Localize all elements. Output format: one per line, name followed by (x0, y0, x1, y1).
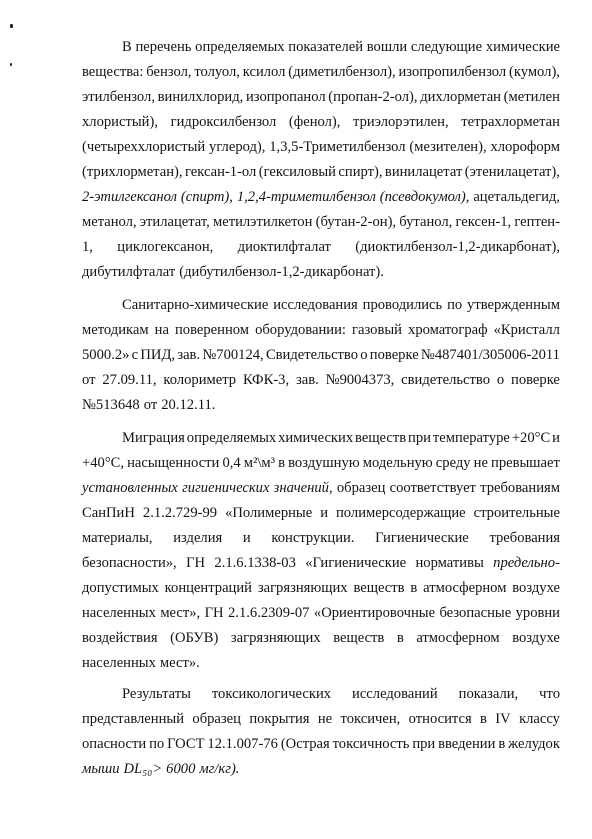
word: поверке (511, 372, 560, 388)
word: свидетельство (401, 372, 490, 388)
word: покрытия (249, 711, 310, 727)
text-line (82, 452, 560, 474)
text-line (82, 261, 560, 283)
word: химических (278, 430, 354, 446)
word: при (412, 736, 436, 752)
word: Миграция (122, 430, 185, 446)
word: (Острая (280, 736, 330, 752)
word: этилацетат, (139, 214, 210, 230)
word: атмосферном (416, 630, 500, 646)
word: модельную (362, 455, 433, 471)
word: показателей (288, 39, 364, 55)
word: температуре (432, 430, 510, 446)
word: (ОБУВ) (170, 630, 219, 646)
word: значений, (273, 480, 333, 496)
word: Гигиенические (375, 530, 469, 546)
word: населенных (82, 655, 156, 671)
word: В (122, 39, 132, 55)
word: метанол, (82, 214, 137, 230)
word: требования (489, 530, 560, 546)
word: превышает (491, 455, 560, 471)
word: 12.1.007-76 (207, 736, 278, 752)
text-line (82, 652, 560, 674)
word: безопасные (439, 605, 512, 621)
word: этилбензол, (82, 89, 155, 105)
text-line (82, 369, 560, 391)
word: №700124, (202, 347, 264, 363)
word: КФК-3, (242, 372, 290, 388)
word: уровни (515, 605, 560, 621)
word: загрязняющих (230, 630, 321, 646)
word: загрязняющих (257, 580, 348, 596)
word: воздушную (288, 455, 360, 471)
word: воздухе (512, 630, 560, 646)
word: определяемых (186, 430, 277, 446)
word: 1, (82, 239, 93, 255)
word: гексан-1-ол (184, 164, 257, 180)
text-line (82, 394, 560, 416)
text-line (82, 602, 560, 624)
text-line (82, 86, 560, 108)
word: с (131, 347, 139, 363)
word: Санитарно-химические (122, 297, 269, 313)
text-line (122, 427, 560, 449)
word: о (496, 372, 505, 388)
word: «Гигиенические (305, 555, 407, 571)
word: ПИД, (140, 347, 176, 363)
scan-mark-top (10, 24, 13, 28)
word: колориметр (163, 372, 237, 388)
word: опасности (82, 736, 147, 752)
word: гидроксилбензол (170, 114, 277, 130)
word: классу (519, 711, 560, 727)
word: гептен- (514, 214, 560, 230)
word: перечень (135, 39, 192, 55)
word: образец (336, 480, 386, 496)
word: исследования (273, 297, 358, 313)
word: мест», (160, 605, 201, 621)
word: +20°С (511, 430, 551, 446)
word: DL₅₀> (123, 761, 163, 777)
word: (трихлорметан), (82, 164, 183, 180)
word: 1,2,4-триметилбензол (236, 189, 376, 205)
word: введении (438, 736, 496, 752)
word: химические (485, 39, 560, 55)
word: (четыреххлористый (82, 139, 206, 155)
word: Свидетельство (265, 347, 359, 363)
word: и (242, 530, 251, 546)
word: 2-этилгексанол (82, 189, 177, 205)
word: хлороформ (490, 139, 560, 155)
text-line (82, 733, 560, 755)
word: метилэтилкетон (213, 214, 313, 230)
word: исследований (352, 686, 438, 702)
word: (кумол), (508, 64, 560, 80)
word: допустимых (82, 580, 159, 596)
word: зав. (296, 372, 319, 388)
word: относится (408, 711, 472, 727)
text-line (82, 319, 560, 341)
word: в (396, 630, 404, 646)
word: желудок (508, 736, 560, 752)
word: строительные (473, 505, 560, 521)
word: (диоктилбензол-1,2-дикарбонат), (355, 239, 560, 255)
word: спирт), (338, 164, 383, 180)
word: м²\м³ (243, 455, 276, 471)
word: «Полимерные (225, 505, 313, 521)
word: веществ (355, 430, 407, 446)
word: в (498, 736, 506, 752)
word: бутанол, (399, 214, 453, 230)
word: и (320, 505, 329, 521)
word: среду (435, 455, 471, 471)
word: 2.1.6.1338-03 (214, 555, 296, 571)
word: №513648 (82, 397, 140, 413)
word: (спирт), (180, 189, 233, 205)
word: зав. (177, 347, 201, 363)
word: поверке (369, 347, 419, 363)
word: в (410, 580, 418, 596)
text-line (82, 708, 560, 730)
word: дибутилфталат (82, 264, 176, 280)
word: ГН (204, 605, 224, 621)
text-line (82, 344, 560, 366)
text-line (82, 236, 560, 258)
word: гексен-1, (455, 214, 512, 230)
text-line (122, 36, 560, 58)
word: (гексиловый (258, 164, 336, 180)
word: насыщенности (127, 455, 220, 471)
text-line (82, 758, 560, 780)
word: (этенилацетат), (464, 164, 560, 180)
word: 27.09.11, (102, 372, 157, 388)
word: представленный (82, 711, 185, 727)
word: IV (495, 711, 511, 727)
word: токсичность (332, 736, 410, 752)
word: дихлорметан (420, 89, 501, 105)
text-line (82, 186, 560, 208)
word: ГН (186, 555, 206, 571)
word: 6000 (166, 761, 196, 777)
word: винилацетат (384, 164, 463, 180)
text-line (82, 61, 560, 83)
word: 2.1.2.729-99 (142, 505, 218, 521)
text-line (82, 111, 560, 133)
word: №487401/305006-2011 (420, 347, 560, 363)
word: вещества: (82, 64, 144, 80)
word: воздухе (512, 580, 560, 596)
word: концентраций (164, 580, 252, 596)
word: Результаты (122, 686, 191, 702)
word: не (317, 711, 333, 727)
word: о (360, 347, 368, 363)
word: материалы, (82, 530, 153, 546)
word: ацетальдегид, (473, 189, 560, 205)
word: что (539, 686, 560, 702)
word: СанПиН (82, 505, 135, 521)
word: 20.12.11. (161, 397, 216, 413)
word: требованиям (480, 480, 560, 496)
word: безопасности», (82, 555, 177, 571)
word: диоктилфталат (237, 239, 331, 255)
text-line (82, 477, 560, 499)
word: установленных (82, 480, 178, 496)
word: 2.1.6.2309-07 (228, 605, 310, 621)
word: (бутан-2-он), (315, 214, 397, 230)
word: (псевдокумол), (379, 189, 470, 205)
word: бензол, (146, 64, 192, 80)
word: толуол, (194, 64, 240, 80)
word: газовый (352, 322, 402, 338)
word: +40°С, (82, 455, 125, 471)
word: вошли (366, 39, 408, 55)
word: (фенол), (288, 114, 341, 130)
text-line (82, 552, 560, 574)
word: углерод), (209, 139, 266, 155)
word: хлористый), (82, 114, 158, 130)
word: по (149, 736, 165, 752)
word: 1,3,5-Триметилбензол (269, 139, 406, 155)
word: мг/кг). (199, 761, 240, 777)
word: токсикологических (211, 686, 332, 702)
word: по (447, 297, 463, 313)
word: циклогексанон, (117, 239, 214, 255)
word: веществ (333, 630, 385, 646)
text-line (82, 527, 560, 549)
word: соответствует (389, 480, 476, 496)
word: образец (192, 711, 241, 727)
word: воздействия (82, 630, 158, 646)
word: «Ориентировочные (313, 605, 436, 621)
word: изделия (173, 530, 223, 546)
word: веществ (353, 580, 405, 596)
text-line (82, 211, 560, 233)
word: и (552, 430, 560, 446)
text-line (122, 294, 560, 316)
word: населенных (82, 605, 156, 621)
word: ксилол (242, 64, 286, 80)
word: оборудовании: (255, 322, 346, 338)
word: №9004373, (325, 372, 395, 388)
word: в (480, 711, 487, 727)
word: 5000.2» (82, 347, 130, 363)
word: хроматограф (408, 322, 488, 338)
word: 0,4 (222, 455, 241, 471)
word: не (473, 455, 488, 471)
text-line (82, 136, 560, 158)
word: полимерсодержащие (336, 505, 466, 521)
word: (мезителен), (409, 139, 487, 155)
word: триэлорэтилен, (353, 114, 449, 130)
word: нормативы (415, 555, 484, 571)
word: следующие (410, 39, 483, 55)
word: поверенном (174, 322, 250, 338)
word: ГОСТ (167, 736, 205, 752)
word: (пропан-2-ол), (328, 89, 418, 105)
word: в (278, 455, 286, 471)
word: токсичен, (340, 711, 401, 727)
word: мест». (159, 655, 200, 671)
text-line (82, 577, 560, 599)
word: от (82, 372, 96, 388)
text-line (122, 683, 560, 705)
word: показали, (458, 686, 519, 702)
word: «Кристалл (493, 322, 560, 338)
word: (дибутилбензол-1,2-дикарбонат). (179, 264, 384, 280)
word: проводились (362, 297, 443, 313)
text-line (82, 627, 560, 649)
word: винилхлорид, (157, 89, 244, 105)
word: мыши (82, 761, 120, 777)
word: (диметилбензол), (288, 64, 396, 80)
word: изопропилбензол (398, 64, 507, 80)
text-line (82, 502, 560, 524)
word: определяемых (195, 39, 285, 55)
word: атмосферном (423, 580, 507, 596)
word: конструкции. (271, 530, 355, 546)
scan-mark-lower (10, 63, 12, 66)
word: гигиенических (182, 480, 270, 496)
word: на (154, 322, 169, 338)
word: предельно- (493, 555, 560, 571)
word: от (143, 397, 158, 413)
word: (метилен (503, 89, 560, 105)
word: утвержденным (467, 297, 560, 313)
word: методикам (82, 322, 149, 338)
word: при (408, 430, 431, 446)
text-line (82, 161, 560, 183)
word: тетрахлорметан (461, 114, 560, 130)
word: изопропанол (245, 89, 326, 105)
